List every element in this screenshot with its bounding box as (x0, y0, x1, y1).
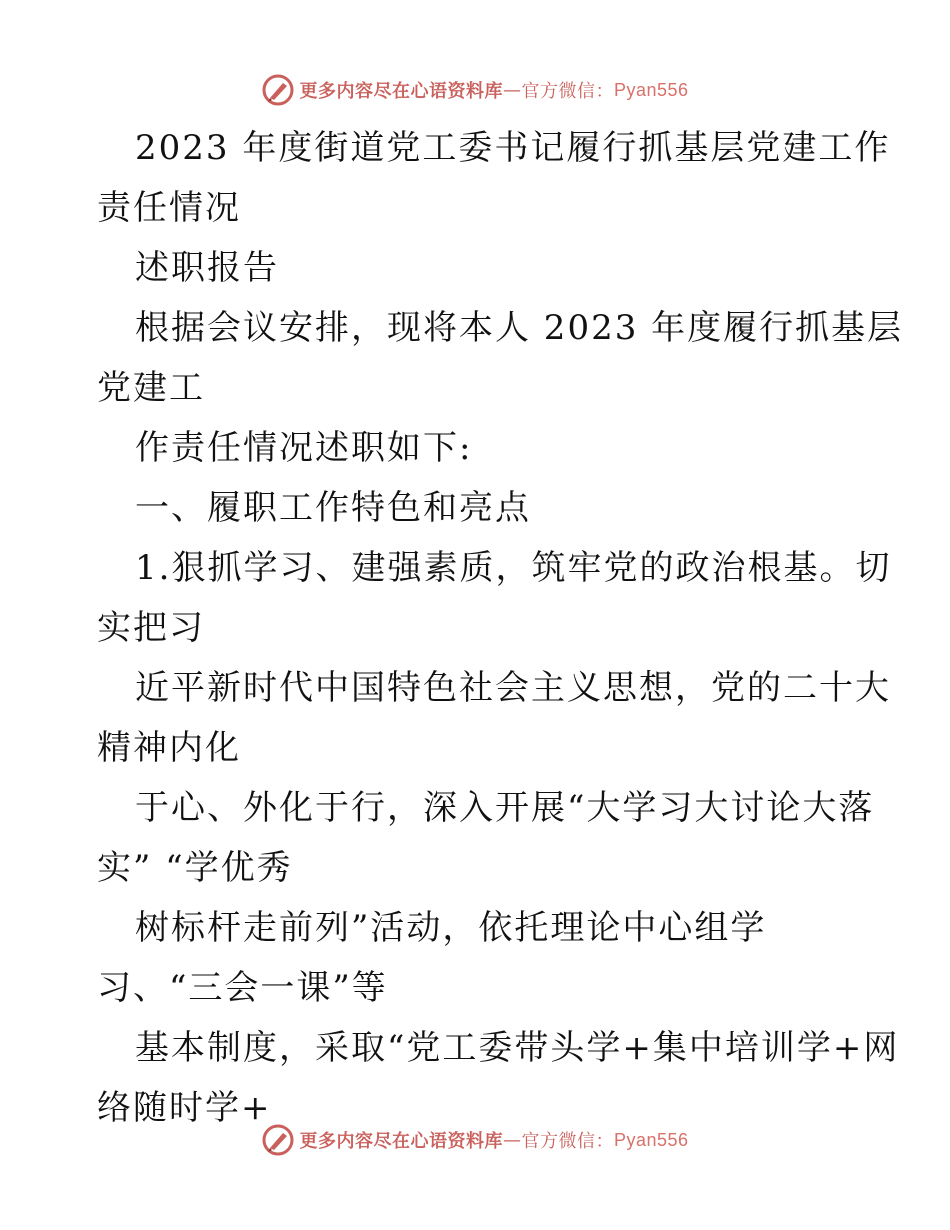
pen-logo-icon (261, 1123, 295, 1157)
watermark-footer (0, 1120, 950, 1160)
watermark-wechat-id: Pyan556 (613, 1129, 689, 1150)
text-line: 实把习 (97, 608, 205, 648)
text-line: 实” “学优秀 (97, 848, 293, 888)
text-line: 责任情况 (97, 188, 241, 228)
watermark-text: 更多内容尽在心语资料库 (299, 81, 503, 102)
pen-logo-icon (261, 73, 295, 107)
watermark-dash: — (502, 1129, 522, 1151)
text-line: 习、“三会一课”等 (97, 968, 388, 1008)
document-body (97, 118, 904, 1138)
watermark-wechat-label: 官方微信： (521, 81, 614, 102)
watermark-dash: — (502, 79, 522, 101)
text-line: 2023 年度街道党工委书记履行抓基层党建工作 (135, 128, 891, 168)
text-line: 一、履职工作特色和亮点 (135, 488, 531, 528)
watermark-wechat-label: 官方微信： (521, 1131, 614, 1152)
text-line: 党建工 (97, 368, 205, 408)
text-line: 基本制度，采取“党工委带头学+集中培训学+网 (135, 1028, 900, 1068)
text-line: 近平新时代中国特色社会主义思想，党的二十大 (135, 668, 891, 708)
watermark-text: 更多内容尽在心语资料库 (299, 1131, 503, 1152)
text-line: 作责任情况述职如下: (135, 428, 473, 468)
text-line: 1.狠抓学习、建强素质，筑牢党的政治根基。切 (135, 548, 892, 588)
text-line: 根据会议安排，现将本人 2023 年度履行抓基层 (135, 308, 904, 348)
text-line: 于心、外化于行，深入开展“大学习大讨论大落 (135, 788, 875, 828)
watermark-wechat-id: Pyan556 (613, 79, 689, 100)
text-line: 述职报告 (135, 248, 279, 288)
text-line: 精神内化 (97, 728, 241, 768)
watermark-header (0, 70, 950, 110)
text-line: 络随时学+ (97, 1088, 272, 1128)
text-line: 树标杆走前列”活动，依托理论中心组学 (135, 908, 767, 948)
